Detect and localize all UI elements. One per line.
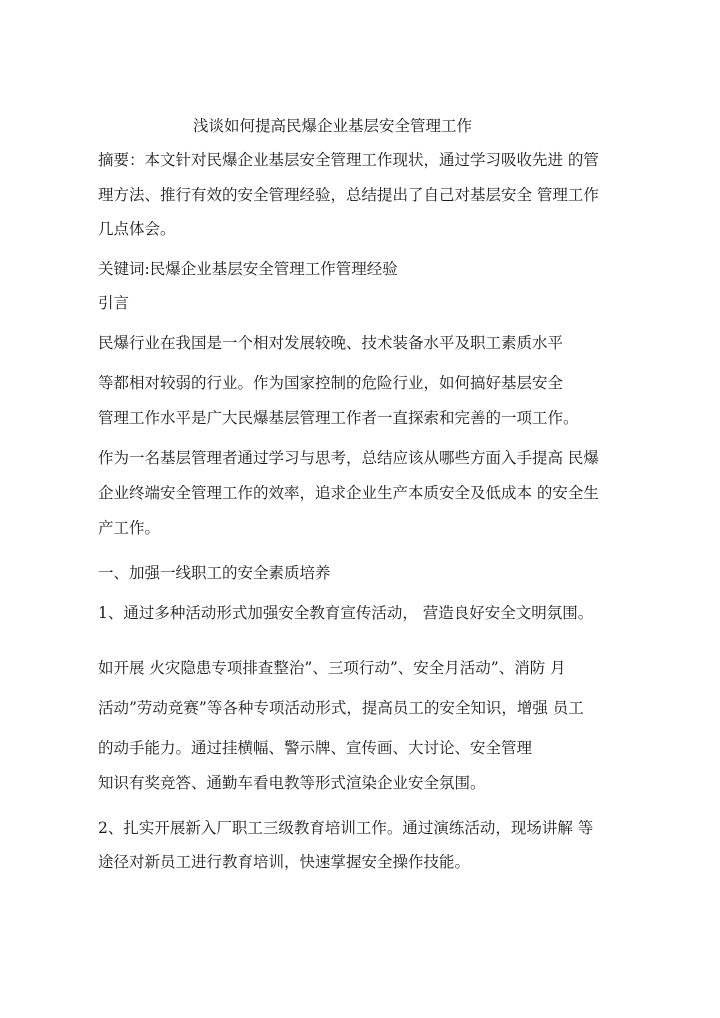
intro-line-1: 民爆行业在我国是一个相对发展较晚、技术装备水平及职工素质水平 [98, 334, 564, 352]
item-1-heading: 1、通过多种活动形式加强安全教育宣传活动， 营造良好安全文明氛围。 [98, 604, 594, 622]
keywords-line: 关键词:民爆企业基层安全管理工作管理经验 [98, 260, 398, 278]
abstract-line-1: 摘要：本文针对民爆企业基层安全管理工作现状，通过学习吸收先进 的管 [98, 151, 599, 169]
intro-line-2: 等都相对较弱的行业。作为国家控制的危险行业，如何搞好基层安全 [98, 374, 564, 392]
item-1-detail-line-4: 知识有奖竞答、通勤车看电教等形式渲染企业安全氛围。 [98, 774, 486, 792]
item-1-detail-line-1: 如开展 火灾隐患专项排查整治”、三项行动”、安全月活动”、消防 月 [98, 659, 566, 677]
abstract-line-2: 理方法、推行有效的安全管理经验，总结提出了自己对基层安全 管理工作 [98, 186, 599, 204]
intro-line-4: 作为一名基层管理者通过学习与思考，总结应该从哪些方面入手提高 民爆 [98, 449, 599, 467]
abstract-line-3: 几点体会。 [98, 220, 176, 238]
item-2-line-1: 2、扎实开展新入厂职工三级教育培训工作。通过演练活动，现场讲解 等 [98, 819, 594, 837]
item-1-detail-line-3: 的动手能力。通过挂横幅、警示牌、宣传画、大讨论、安全管理 [98, 739, 533, 757]
section-1-heading: 一、加强一线职工的安全素质培养 [98, 564, 331, 582]
document-title: 浅谈如何提高民爆企业基层安全管理工作 [193, 117, 473, 135]
intro-heading: 引言 [98, 294, 130, 312]
item-1-detail-line-2: 活动”劳动竞赛”等各种专项活动形式，提高员工的安全知识，增强 员工 [98, 699, 584, 717]
intro-line-3: 管理工作水平是广大民爆基层管理工作者一直探索和完善的一项工作。 [98, 409, 579, 427]
item-2-line-2: 途径对新员工进行教育培训，快速掌握安全操作技能。 [98, 853, 471, 871]
intro-line-5: 企业终端安全管理工作的效率，追求企业生产本质安全及低成本 的安全生 [98, 484, 599, 502]
intro-line-6: 产工作。 [98, 519, 161, 537]
